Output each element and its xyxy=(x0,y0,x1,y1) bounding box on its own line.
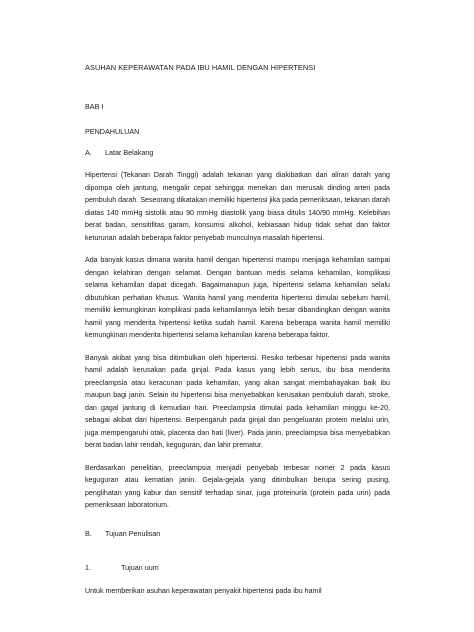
paragraph-4: Berdasarkan penelitian, preeclampsia menjadi penyebab terbesar nomer 2 pada kasus keguguran atau kematian janin. Gejala-gejala yang ditimbulkan berupa sering pusing, penglihatan yang kabur dan sensitif terhadap sinar, juga proteinuria (protein pada urin) pada pemeriksaan laboratorium. xyxy=(85,463,390,509)
document-body xyxy=(85,62,390,607)
section-number: B. xyxy=(85,528,92,538)
section-label: Latar Belakang xyxy=(105,147,154,157)
paragraph-2: Ada banyak kasus dimana wanita hamil dengan hipertensi mampu menjaga kehamilan sampai dengan kelahiran dengan selamat. Dengan bantuan medis selama kehamilan, komplikasi selama kehamilan dapat dicegah. Bagaimanapun juga, hipertensi selama kehamilan selalu dibutuhkan perhatian khusus. Wanita hamil yang menderita hipertensi dimulai sebelum hamil, memiliki kemungkinan komplikasi pada kehamilannya lebih besar dibandingkan dengan wanita hamil yang menderita hipertensi ketika sudah hamil. Karena beberapa wanita hamil memiliki kemungkinan menderita hipertensi selama kehamilan karena beberapa faktor. xyxy=(85,256,390,339)
section-label: Tujuan Penulisan xyxy=(105,528,161,538)
paragraph-3: Banyak akibat yang bisa ditimbulkan oleh hipertensi. Resiko terbesar hipertensi pada wanita hamil adalah kerusakan pada ginjal. Pada kasus yang lebih serius, ibu bisa menderita preeclampsia atau keracunan pada kehamilan, yang akan sangat membahayakan baik ibu maupun bagi janin. Selain itu hipertensi bisa menyebabkan kerusakan pembuluh darah, stroke, dan gagal jantung di kemudian hari. Preeclampsia dimulai pada kehamilan minggu ke-20, sebagai akibat dari hipertensi. Berpengaruh pada ginjal dan pengeluaran protein melalui urin, juga mempengaruhi otak, placenta dan hati (liver). Pada janin, preeclampsia bisa menyebabkan berat badan lahir rendah, keguguran, dan lahir prematur. xyxy=(85,353,390,449)
chapter-number: BAB I xyxy=(85,101,104,111)
chapter-title: PENDAHULUAN xyxy=(85,127,140,136)
document-title: ASUHAN KEPERAWATAN PADA IBU HAMIL DENGAN HIPERTENSI xyxy=(85,63,316,72)
subsection-heading-1 xyxy=(85,562,390,575)
section-heading-b xyxy=(85,528,390,541)
subsection-label: Tujuan uum xyxy=(121,563,159,572)
paragraph-1: Hipertensi (Tekanan Darah Tinggi) adalah tekanan yang diakibatkan dari aliran darah yang dipompa oleh jantung, mengalir cepat sehingga menekan dan merusak dinding arteri pada pembuluh darah. Seseorang dikatakan memiliki hipertensi jika pada pemeriksaan, tekanan darah diatas 140 mmHg sistolik atau 90 mmHg diastolik yang biasa ditulis 140/90 mmHg. Kelebihan berat badan, sensitifitas garam, konsumsi alkohol, kebiasaan hidup tidak sehat dan faktor keturunan adalah beberapa faktor penyebab munculnya masalah hipertensi. xyxy=(85,171,390,242)
section-number: A. xyxy=(85,147,92,157)
subsection-number: 1. xyxy=(85,563,91,572)
paragraph-tujuan: Untuk memberikan asuhan keperawatan penyakit hipertensi pada ibu hamil xyxy=(85,586,322,595)
section-heading-a xyxy=(85,147,390,160)
